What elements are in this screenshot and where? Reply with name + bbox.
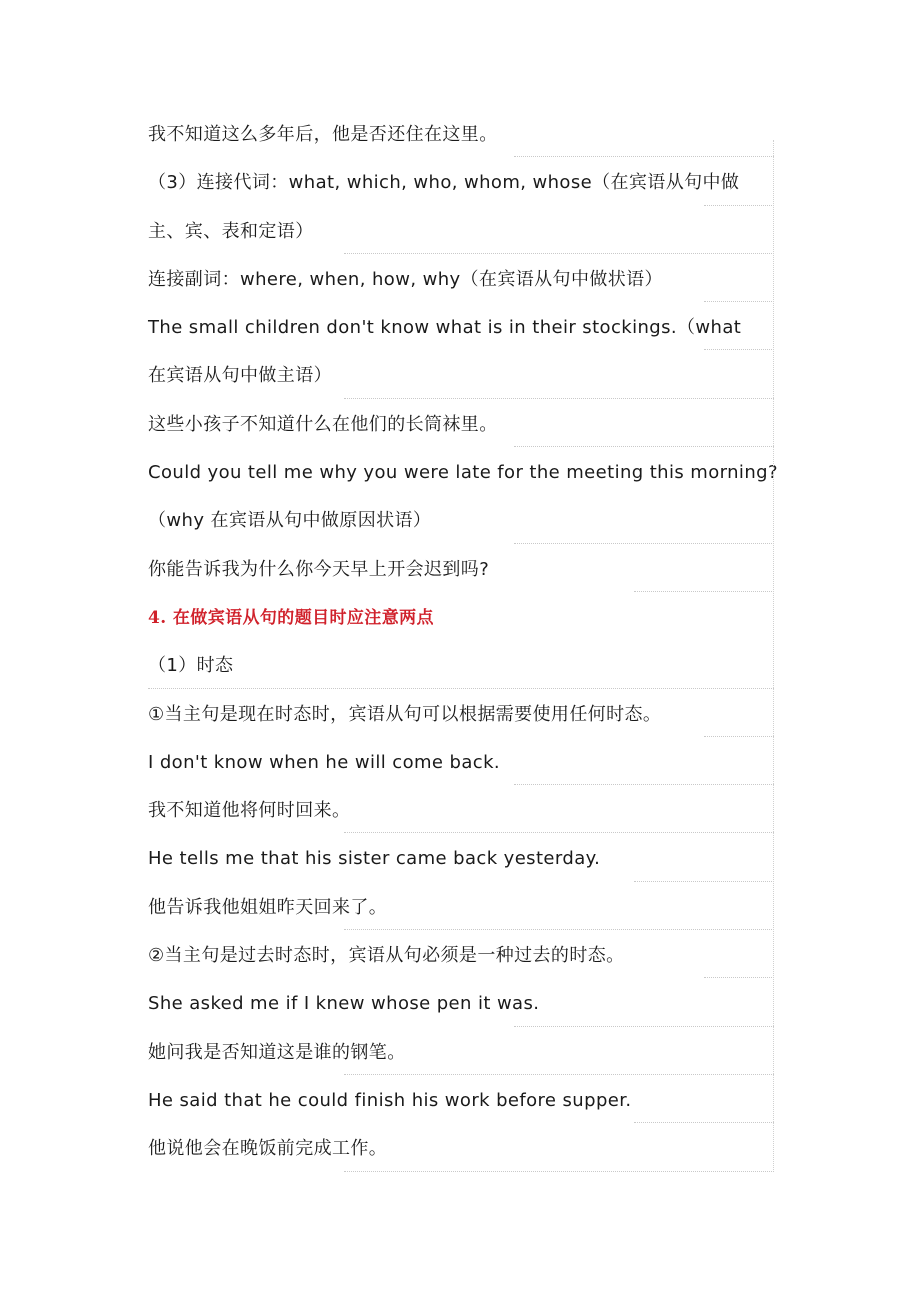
- text-line: 他告诉我他姐姐昨天回来了。: [148, 885, 774, 933]
- text-line: She asked me if I knew whose pen it was.: [148, 981, 774, 1029]
- right-margin-guide: [773, 140, 774, 1170]
- document-page: [148, 112, 778, 1175]
- text-line: Could you tell me why you were late for the meeting this morning?: [148, 450, 774, 498]
- text-line: 她问我是否知道这是谁的钢笔。: [148, 1030, 774, 1078]
- text-line: 这些小孩子不知道什么在他们的长筒袜里。: [148, 402, 774, 450]
- text-line: 你能告诉我为什么你今天早上开会迟到吗?: [148, 547, 774, 595]
- text-line: ②当主句是过去时态时，宾语从句必须是一种过去的时态。: [148, 933, 774, 981]
- text-line: The small children don't know what is in their stockings.（what: [148, 305, 774, 353]
- text-line: ①当主句是现在时态时，宾语从句可以根据需要使用任何时态。: [148, 692, 774, 740]
- text-line: He said that he could finish his work before supper.: [148, 1078, 774, 1126]
- text-line: 主、宾、表和定语）: [148, 209, 774, 257]
- text-line: I don't know when he will come back.: [148, 740, 774, 788]
- text-line: 我不知道这么多年后，他是否还住在这里。: [148, 112, 774, 160]
- text-line: 在宾语从句中做主语）: [148, 353, 774, 401]
- text-line: （why 在宾语从句中做原因状语）: [148, 498, 774, 546]
- text-line: （1）时态: [148, 643, 774, 691]
- section-number: 4.: [148, 607, 167, 628]
- text-line: 我不知道他将何时回来。: [148, 788, 774, 836]
- text-line: He tells me that his sister came back yesterday.: [148, 836, 774, 884]
- text-line: 他说他会在晚饭前完成工作。: [148, 1126, 774, 1174]
- section-heading: [148, 595, 774, 643]
- section-title: 在做宾语从句的题目时应注意两点: [172, 607, 434, 628]
- text-line: （3）连接代词：what, which, who, whom, whose（在宾语从句中做: [148, 160, 774, 208]
- text-line: 连接副词：where, when, how, why（在宾语从句中做状语）: [148, 257, 774, 305]
